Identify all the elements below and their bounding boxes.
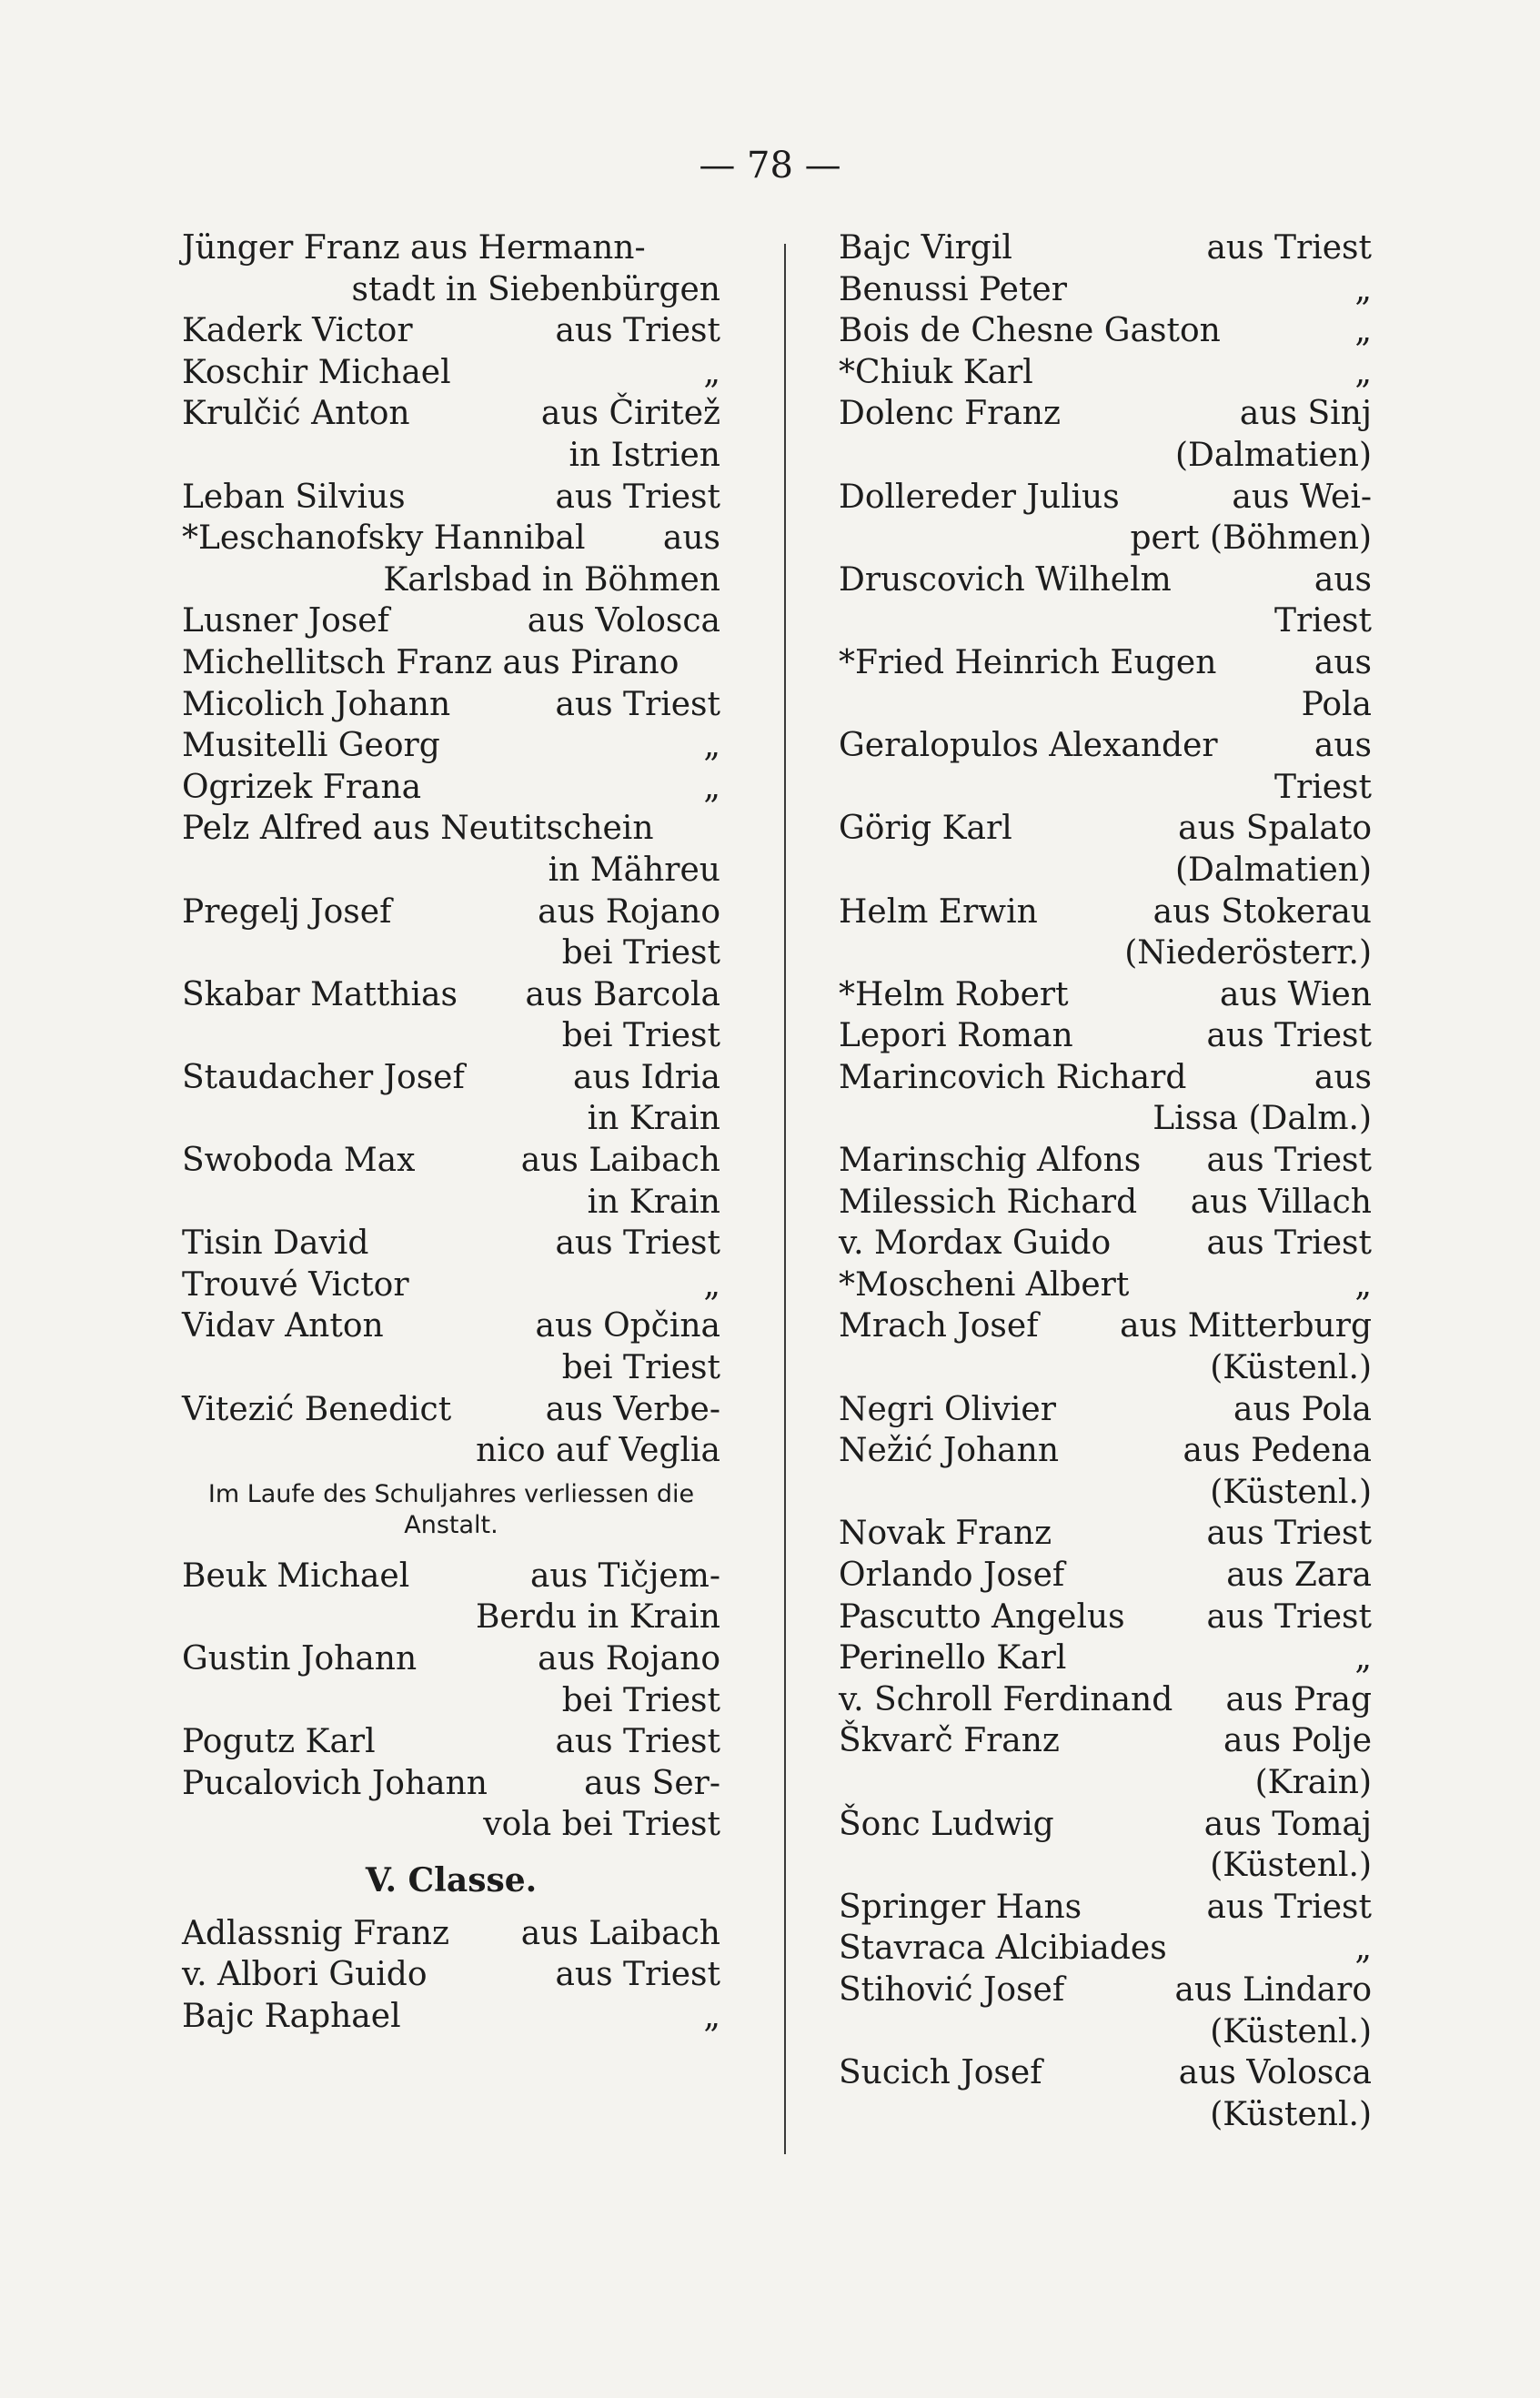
origin-place: aus Triest [1206,1224,1372,1263]
origin-place: (Küstenl.) [1210,1847,1372,1885]
origin-place: vola bei Triest [483,1806,720,1844]
origin-place: aus Rojano [538,1640,720,1678]
list-item [839,1720,1372,1762]
origin-place: bei Triest [561,1017,720,1055]
origin-place: aus Volosca [527,602,720,640]
origin-place: (Küstenl.) [1210,2012,1372,2050]
origin-place: „ [703,727,720,765]
list-item [839,725,1372,767]
student-name: v. Albori Guido [182,1956,428,1994]
list-item [182,559,720,601]
list-item [839,1679,1372,1721]
student-name: Tisin David [182,1224,369,1263]
origin-place: (Niederösterr.) [1124,934,1372,972]
origin-place: (Dalmatien) [1175,851,1372,889]
origin-place: in Krain [587,1100,720,1138]
list-item [839,767,1372,809]
origin-place: „ [1354,270,1372,308]
list-item [182,1305,720,1347]
origin-place: Triest [1274,768,1372,806]
student-name: Nežić Johann [839,1432,1060,1470]
list-item [182,725,720,767]
origin-place: aus [1314,560,1372,599]
student-name: Marinschig Alfons [839,1142,1142,1180]
student-name: Vitezić Benedict [182,1390,452,1428]
origin-place: aus Villach [1190,1183,1372,1221]
origin-place: „ [703,353,720,391]
list-item [839,1637,1372,1679]
student-name: Milessich Richard [839,1183,1138,1221]
origin-place: aus Ser- [584,1764,720,1802]
student-name: Mrach Josef [839,1307,1039,1345]
student-name: Bois de Chesne Gaston [839,312,1221,350]
student-name: Musitelli Georg [182,727,440,765]
list-item [839,1182,1372,1224]
list-item [839,435,1372,477]
origin-place: Berdu in Krain [475,1598,720,1637]
student-name: *Fried Heinrich Eugen [839,643,1217,681]
student-name: Gustin Johann [182,1640,418,1678]
student-name: Adlassnig Franz [182,1914,449,1952]
list-item [839,1223,1372,1264]
list-item [839,932,1372,974]
origin-place: aus Čiritež [540,395,720,433]
list-item [182,1182,720,1224]
origin-place: aus Triest [555,1224,720,1263]
list-item [839,1264,1372,1306]
list-item [182,1556,720,1597]
student-name: v. Schroll Ferdinand [839,1680,1173,1718]
student-name: Geralopulos Alexander [839,727,1218,765]
list-item [182,1763,720,1805]
list-item [839,1430,1372,1472]
student-name: Pelz Alfred aus Neutitschein [182,810,654,848]
departed-entry-list [182,1556,720,1846]
origin-place: aus Lindaro [1174,1970,1372,2009]
list-item [182,310,720,352]
origin-place: „ [1354,353,1372,391]
origin-place: in Istrien [569,436,720,474]
student-name: *Chiuk Karl [839,353,1033,391]
list-item [839,1970,1372,2011]
student-name: *Moscheni Albert [839,1265,1130,1304]
origin-place: Pola [1301,685,1372,723]
student-name: Görig Karl [839,810,1012,848]
list-item [182,600,720,642]
student-name: Novak Franz [839,1515,1052,1553]
list-item [839,1347,1372,1389]
origin-place: bei Triest [561,1349,720,1387]
student-name: Negri Olivier [839,1390,1056,1428]
left-entry-list [182,227,720,1472]
origin-place: „ [1354,1929,1372,1968]
list-item [182,227,720,269]
list-item [839,1472,1372,1514]
list-item [182,1597,720,1638]
list-item [839,1389,1372,1431]
list-item [182,767,720,809]
student-name: Dollereder Julius [839,478,1120,516]
list-item [839,1597,1372,1638]
student-name: Marincovich Richard [839,1058,1187,1096]
list-item [839,1015,1372,1057]
student-name: Druscovich Wilhelm [839,560,1172,599]
origin-place: bei Triest [561,1681,720,1719]
list-item [182,1680,720,1722]
list-item [839,1928,1372,1970]
origin-place: aus Pola [1233,1390,1372,1428]
list-item [182,269,720,311]
list-item [839,1057,1372,1099]
origin-place: aus Barcola [525,975,720,1013]
list-item [839,518,1372,559]
student-name: Stihović Josef [839,1970,1065,2009]
origin-place: Triest [1274,602,1372,640]
origin-place: aus Triest [1206,229,1372,267]
list-item [182,518,720,559]
student-name: Lusner Josef [182,602,389,640]
list-item [839,2094,1372,2136]
list-item [839,684,1372,726]
student-name: Vidav Anton [182,1307,384,1345]
student-name: Šonc Ludwig [839,1805,1054,1843]
origin-place: in Krain [587,1183,720,1221]
list-item [182,1996,720,2038]
origin-place: (Dalmatien) [1175,436,1372,474]
origin-place: aus Spalato [1178,810,1372,848]
origin-place: aus [1314,643,1372,681]
list-item [182,1430,720,1472]
student-name: Orlando Josef [839,1557,1065,1594]
list-item [182,892,720,933]
origin-place: aus Mitterburg [1120,1307,1372,1345]
origin-place: aus Volosca [1178,2054,1372,2092]
origin-place: aus Zara [1226,1557,1372,1594]
list-item [182,1954,720,1996]
list-item [839,1513,1372,1555]
list-item [182,352,720,394]
list-item [839,310,1372,352]
list-item [182,1264,720,1306]
list-item [182,393,720,435]
student-name: Stavraca Alcibiades [839,1929,1167,1968]
student-name: Bajc Virgil [839,229,1012,267]
student-name: Lepori Roman [839,1017,1073,1055]
list-item [182,1913,720,1955]
list-item [839,808,1372,850]
list-item [182,1638,720,1680]
origin-place: aus Wien [1220,975,1372,1013]
list-item [839,269,1372,311]
student-name: Jünger Franz aus Hermann- [182,229,646,267]
list-item [839,2052,1372,2094]
origin-place: aus Pedena [1183,1432,1372,1470]
origin-place: aus Stokerau [1152,892,1372,931]
student-name: Skabar Matthias [182,975,458,1013]
student-name: v. Mordax Guido [839,1224,1112,1263]
list-item [839,1762,1372,1804]
student-name: *Leschanofsky Hannibal [182,519,586,558]
list-item [839,642,1372,684]
list-item [839,1887,1372,1929]
list-item [839,2011,1372,2053]
origin-place: aus Triest [555,1723,720,1761]
student-name: *Helm Robert [839,975,1069,1013]
origin-place: aus Triest [1206,1515,1372,1553]
student-name: Bajc Raphael [182,1997,401,2035]
student-name: Pogutz Karl [182,1723,376,1761]
origin-place: stadt in Siebenbürgen [351,270,720,308]
section-heading: V. Classe. [365,1860,538,1899]
origin-place: „ [703,1265,720,1304]
student-name: Pascutto Angelus [839,1597,1125,1636]
origin-place: „ [703,1997,720,2035]
origin-place: aus Prag [1225,1680,1372,1718]
origin-place: „ [1354,1639,1372,1678]
right-column [839,227,1372,2135]
origin-place: aus Triest [555,685,720,723]
list-item [182,808,720,850]
origin-place: aus Opčina [535,1307,720,1345]
student-name: Springer Hans [839,1888,1082,1926]
origin-place: aus Tomaj [1203,1805,1372,1843]
student-name: Krulčić Anton [182,395,410,433]
column-divider [784,244,786,2154]
student-name: Beuk Michael [182,1557,410,1595]
origin-place: (Küstenl.) [1210,2095,1372,2133]
page-number: — 78 — [699,145,841,186]
student-name: Pucalovich Johann [182,1764,488,1802]
origin-place: „ [1354,1265,1372,1304]
list-item [182,435,720,477]
student-name: Staudacher Josef [182,1058,465,1096]
origin-place: aus Laibach [520,1914,720,1952]
origin-place: aus Triest [555,312,720,350]
origin-place: aus Idria [572,1058,720,1096]
list-item [182,1140,720,1182]
list-item [839,227,1372,269]
student-name: Helm Erwin [839,892,1038,931]
student-name: Ogrizek Frana [182,768,422,806]
list-item [839,1804,1372,1846]
origin-place: aus Triest [1206,1888,1372,1926]
origin-place: „ [703,768,720,806]
origin-place: (Küstenl.) [1210,1473,1372,1511]
list-item [182,974,720,1016]
origin-place: aus Sinj [1239,395,1372,433]
list-item [839,1140,1372,1182]
list-item [182,1223,720,1264]
student-name: Kaderk Victor [182,312,413,350]
list-item [839,974,1372,1016]
student-name: Perinello Karl [839,1639,1067,1678]
list-item [839,1305,1372,1347]
list-item [182,684,720,726]
student-name: Swoboda Max [182,1142,416,1180]
origin-place: aus Laibach [520,1142,720,1180]
origin-place: aus Triest [1206,1017,1372,1055]
origin-place: aus Triest [1206,1142,1372,1180]
list-item [182,642,720,684]
list-item [182,1389,720,1431]
list-item [182,1347,720,1389]
list-item [839,850,1372,892]
student-name: Leban Silvius [182,478,406,516]
student-name: Sucich Josef [839,2054,1042,2092]
origin-place: „ [1354,312,1372,350]
list-item [182,477,720,519]
origin-place: aus [662,519,720,558]
list-item [182,850,720,892]
list-item [182,1721,720,1763]
list-item [839,892,1372,933]
list-item [839,1845,1372,1887]
list-item [839,559,1372,601]
list-item [839,477,1372,519]
origin-place: (Krain) [1254,1763,1372,1801]
list-item [182,1015,720,1057]
departure-note: Im Laufe des Schuljahres verliessen die Anstalt. [207,1479,695,1539]
origin-place: aus Tičjem- [529,1557,720,1595]
list-item [839,600,1372,642]
student-name: Benussi Peter [839,270,1067,308]
origin-place: aus [1314,1058,1372,1096]
student-name: Michellitsch Franz aus Pirano [182,643,679,681]
origin-place: aus Polje [1223,1722,1372,1760]
origin-place: in Mähreu [548,851,720,889]
list-item [839,393,1372,435]
origin-place: nico auf Veglia [476,1432,720,1470]
class-entry-list [182,1913,720,2038]
list-item [839,352,1372,394]
origin-place: Karlsbad in Böhmen [383,560,720,599]
origin-place: pert (Böhmen) [1130,519,1372,558]
list-item [182,1057,720,1099]
origin-place: aus Verbe- [545,1390,720,1428]
origin-place: aus Triest [555,478,720,516]
list-item [182,932,720,974]
origin-place: aus Wei- [1232,478,1372,516]
origin-place: aus Triest [1206,1597,1372,1636]
student-name: Trouvé Victor [182,1265,409,1304]
origin-place: bei Triest [561,934,720,972]
list-item [182,1804,720,1846]
list-item [839,1098,1372,1140]
list-item [182,1098,720,1140]
student-name: Pregelj Josef [182,892,392,931]
origin-place: aus Triest [555,1956,720,1994]
student-name: Škvarč Franz [839,1722,1060,1760]
origin-place: aus [1314,727,1372,765]
origin-place: aus Rojano [538,892,720,931]
student-name: Micolich Johann [182,685,451,723]
left-column [182,227,720,2037]
list-item [839,1555,1372,1597]
origin-place: (Küstenl.) [1210,1349,1372,1387]
right-entry-list [839,227,1372,2135]
student-name: Dolenc Franz [839,395,1061,433]
origin-place: Lissa (Dalm.) [1152,1100,1372,1138]
student-name: Koschir Michael [182,353,451,391]
